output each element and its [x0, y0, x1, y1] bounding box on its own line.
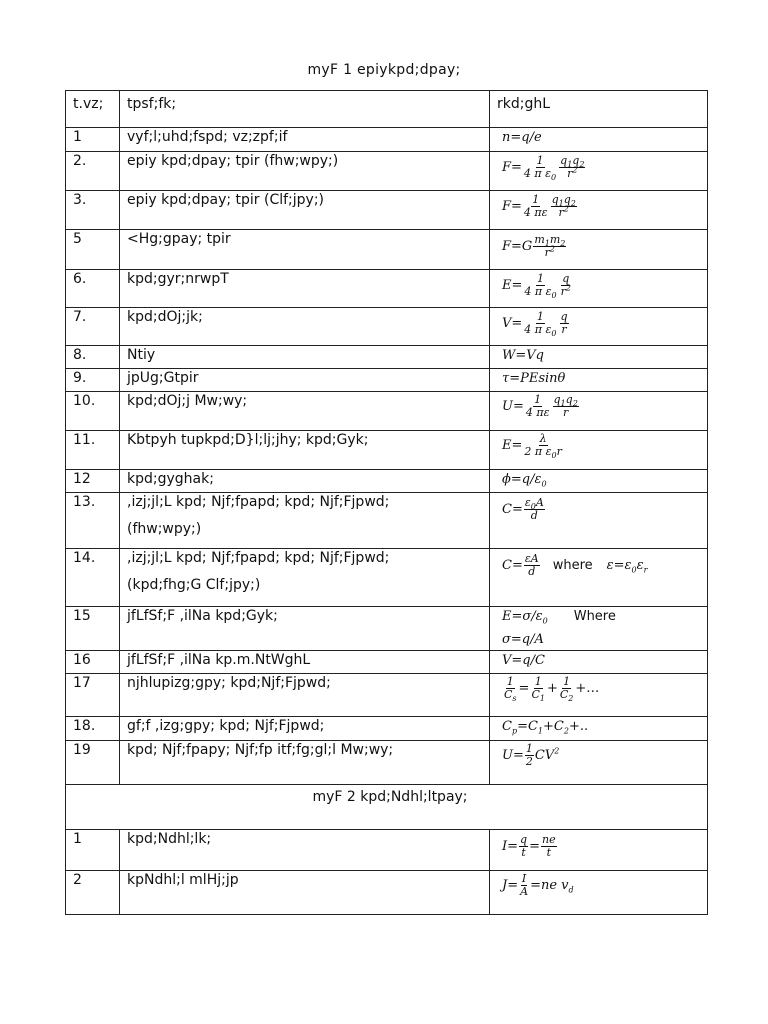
row-name: vyf;l;uhd;fspd; vz;zpf;if: [120, 128, 490, 152]
row-name: epiy kpd;dpay; tpir (fhw;wpy;): [120, 152, 490, 191]
formula: F= $\frac{1}{4 \pi \varepsilon_0}$ $\frac{q_1q_2}{r^2}$: [502, 154, 585, 183]
where-word: Where: [573, 609, 616, 624]
row-name-line2: (fhw;wpy;): [127, 521, 202, 537]
formula: $C_p=C_1+C_2+$..: [502, 719, 589, 736]
header-row: [66, 91, 708, 128]
row-number: 3.: [66, 191, 120, 230]
row-name-line2: (kpd;fhg;G Clf;jpy;): [127, 577, 261, 593]
section-row: [66, 785, 708, 830]
table-row: [66, 674, 708, 717]
formula: V= $\frac{1}{4 \pi \varepsilon_0}$ $\frac{q}{r}$: [502, 310, 568, 339]
header-formula: rkd;ghL: [497, 96, 551, 112]
row-number: 7.: [66, 308, 120, 346]
formula: $E=\sigma/\varepsilon_0$: [502, 609, 548, 626]
table-row: [66, 871, 708, 915]
row-name: ,izj;jl;L kpd; Njf;fpapd; kpd; Njf;Fjpwd;: [127, 550, 390, 566]
row-number: 19: [66, 741, 120, 785]
row-name: jpUg;Gtpir: [120, 369, 490, 392]
row-number: 11.: [66, 431, 120, 470]
formula: n=q/e: [502, 130, 542, 145]
row-number: 6.: [66, 270, 120, 308]
table-row: [66, 607, 708, 651]
formula: W=Vq: [502, 348, 544, 363]
table-row: [66, 392, 708, 431]
table-row: [66, 470, 708, 493]
table-row: [66, 270, 708, 308]
table-row: [66, 741, 708, 785]
formula: τ=PEsinθ: [502, 371, 566, 386]
formula: V=q/C: [502, 653, 545, 668]
row-name: jfLfSf;F ,ilNa kp.m.NtWghL: [120, 651, 490, 674]
row-name: gf;f ,izg;gpy; kpd; Njf;Fjpwd;: [120, 717, 490, 741]
row-number: 10.: [66, 392, 120, 431]
header-serial: t.vz;: [73, 96, 104, 112]
table-row: [66, 369, 708, 392]
formula-table: [65, 90, 708, 915]
header-name: tpsf;fk;: [127, 96, 177, 112]
row-name: <Hg;gpay; tpir: [120, 230, 490, 270]
table-row: [66, 191, 708, 230]
table-row: [66, 549, 708, 607]
row-name: jfLfSf;F ,ilNa kpd;Gyk;: [120, 607, 490, 651]
row-number: 5: [66, 230, 120, 270]
table-row: [66, 431, 708, 470]
row-name: ,izj;jl;L kpd; Njf;fpapd; kpd; Njf;Fjpwd;: [127, 494, 390, 510]
row-number: 12: [66, 470, 120, 493]
formula: $\frac{1}{C_s}$ = $\frac{1}{C_1}$ + $\frac{1}{C_2}$ +…: [504, 675, 600, 704]
row-name: epiy kpd;dpay; tpir (Clf;jpy;): [120, 191, 490, 230]
formula-epsilon: $\varepsilon=\varepsilon_0\varepsilon_r$: [606, 558, 648, 575]
table-row: [66, 717, 708, 741]
row-number: 13.: [66, 493, 120, 549]
row-name: kpd;Ndhl;lk;: [120, 830, 490, 871]
formula: C= $\frac{\varepsilon A}{d}$: [502, 552, 539, 578]
formula: E= $\frac{\lambda}{2 \pi \varepsilon_0r}$: [502, 432, 562, 461]
row-name: kpd;gyr;nrwpT: [120, 270, 490, 308]
formula: E= $\frac{1}{4 \pi \varepsilon_0}$ $\frac{q}{r^2}$: [502, 272, 571, 301]
row-number: 15: [66, 607, 120, 651]
row-number: 18.: [66, 717, 120, 741]
table-row: [66, 651, 708, 674]
row-number: 14.: [66, 549, 120, 607]
row-name: kpd;gyghak;: [120, 470, 490, 493]
row-name: kpd; Njf;fpapy; Njf;fp itf;fg;gl;l Mw;wy;: [120, 741, 490, 785]
formula-sigma: σ=q/A: [502, 632, 544, 647]
row-name: njhlupizg;gpy; kpd;Njf;Fjpwd;: [120, 674, 490, 717]
formula: $\phi=q/\varepsilon_0$: [502, 472, 547, 489]
row-number: 8.: [66, 346, 120, 369]
table-row: [66, 830, 708, 871]
row-name: Kbtpyh tupkpd;D}l;lj;jhy; kpd;Gyk;: [120, 431, 490, 470]
row-name: kpNdhl;l mlHj;jp: [120, 871, 490, 915]
table-row: [66, 346, 708, 369]
row-number: 1: [66, 128, 120, 152]
table-row: [66, 493, 708, 549]
table-row: [66, 152, 708, 191]
formula: C= $\frac{\varepsilon_0A}{d}$: [502, 496, 544, 522]
chapter-1-title: myF 1 epiykpd;dpay;: [307, 62, 461, 78]
row-name: kpd;dOj;jk;: [120, 308, 490, 346]
row-number: 2.: [66, 152, 120, 191]
table-row: [66, 128, 708, 152]
row-number: 2: [66, 871, 120, 915]
where-word: where: [552, 558, 593, 573]
chapter-2-title: myF 2 kpd;Ndhl;ltpay;: [66, 785, 708, 830]
row-name: kpd;dOj;j Mw;wy;: [120, 392, 490, 431]
table-row: [66, 230, 708, 270]
formula: F= $\frac{1}{4 \pi\varepsilon}$ $\frac{q_1q_2}{r^2}$: [502, 193, 576, 219]
row-number: 1: [66, 830, 120, 871]
formula: J= $\frac{I}{A}$ =ne $v_d$: [502, 872, 574, 898]
formula: U= $\frac{1}{2}$ $CV^2$: [502, 742, 560, 768]
row-number: 9.: [66, 369, 120, 392]
formula: U= $\frac{1}{4 \pi\varepsilon}$ $\frac{q_1q_2}{r}$: [502, 393, 578, 419]
formula: F=G $\frac{m_1m_2}{r^2}$: [502, 233, 566, 259]
table-row: [66, 308, 708, 346]
formula: I= $\frac{q}{t}$ = $\frac{ne}{t}$: [502, 833, 556, 859]
row-number: 16: [66, 651, 120, 674]
row-number: 17: [66, 674, 120, 717]
row-name: Ntiy: [120, 346, 490, 369]
